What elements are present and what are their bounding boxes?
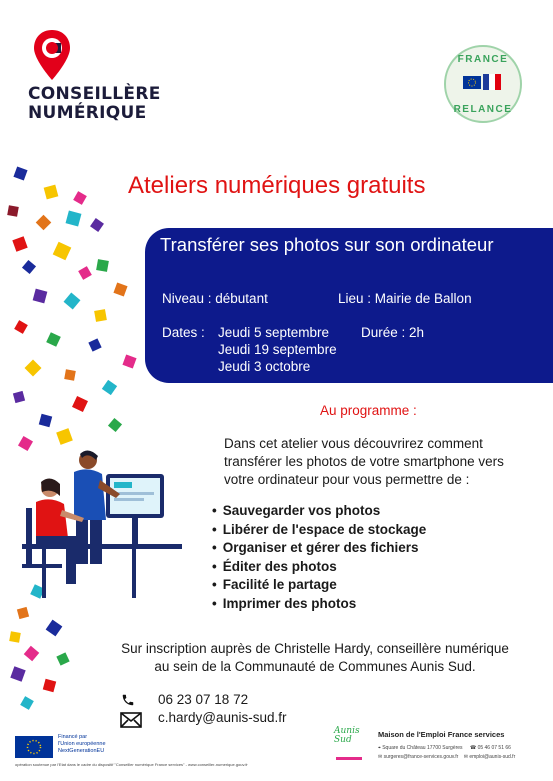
eu-line-1: Financé par bbox=[58, 734, 88, 740]
eu-line-2: l'Union européenne bbox=[58, 741, 106, 747]
page-title: Ateliers numériques gratuits bbox=[128, 172, 426, 199]
eu-logo bbox=[15, 736, 53, 758]
aunis-sud-text: Aunis Sud bbox=[334, 726, 360, 745]
maison-phone-icon: ☎ bbox=[469, 745, 477, 751]
location-text: Lieu : Mairie de Ballon bbox=[338, 291, 472, 306]
logo bbox=[28, 28, 161, 128]
workshop-banner bbox=[145, 228, 553, 383]
maison-mail-icon: ✉ bbox=[378, 754, 383, 760]
inscription-text bbox=[95, 640, 535, 676]
maison-phone: 05 46 07 51 66 bbox=[477, 745, 511, 751]
banner-heading: Transférer ses photos sur son ordinateur bbox=[160, 234, 494, 255]
maison-address: Square du Château 17700 Surgères bbox=[382, 745, 463, 751]
maison-mail-row bbox=[378, 754, 548, 760]
maison-emploi-block bbox=[378, 730, 548, 760]
eu-note: opération soutenue par l'Etat dans le cadre du dispositif "Conseiller numérique France services" - www.conseiller-numerique.gouv.fr bbox=[15, 762, 248, 767]
duration-text: Durée : 2h bbox=[361, 325, 425, 340]
intro-line-3: votre ordinateur pour vous permettre de : bbox=[224, 472, 470, 487]
eu-stars-icon bbox=[15, 736, 53, 758]
dates-label: Dates : bbox=[162, 325, 205, 340]
date-2: Jeudi 19 septembre bbox=[218, 342, 337, 357]
list-item: • Imprimer des photos bbox=[212, 595, 426, 614]
programme-intro bbox=[224, 435, 504, 489]
maison-address-row bbox=[378, 745, 548, 751]
people-at-computer-illustration bbox=[12, 448, 182, 598]
inscription-line-1: Sur inscription auprès de Christelle Hardy, conseillère numérique bbox=[121, 641, 509, 656]
list-item: • Facilité le partage bbox=[212, 576, 426, 595]
logo-line-2: NUMÉRIQUE bbox=[28, 103, 147, 123]
phone-icon bbox=[121, 693, 135, 707]
logo-line-1: CONSEILLÈRE bbox=[28, 84, 161, 104]
maison-mail-icon-2: ✉ bbox=[463, 754, 468, 760]
date-3: Jeudi 3 octobre bbox=[218, 359, 311, 374]
maison-mail-2: emploi@aunis-sud.fr bbox=[469, 754, 516, 760]
eu-text bbox=[58, 734, 106, 755]
badge-top: FRANCE bbox=[457, 54, 509, 65]
date-1: Jeudi 5 septembre bbox=[218, 325, 330, 340]
location-pin-icon bbox=[32, 28, 72, 82]
map-pin-icon: ⌖ bbox=[378, 745, 381, 751]
badge-bottom: RELANCE bbox=[453, 104, 513, 115]
aunis-sud-swoosh bbox=[336, 757, 362, 760]
programme-label: Au programme : bbox=[320, 403, 417, 418]
inscription-line-2: au sein de la Communauté de Communes Aunis Sud. bbox=[154, 659, 476, 674]
list-item: • Libérer de l'espace de stockage bbox=[212, 521, 426, 540]
aunis-sud-logo bbox=[334, 727, 366, 767]
list-item: • Sauvegarder vos photos bbox=[212, 502, 426, 521]
flags-icon bbox=[463, 72, 503, 94]
envelope-icon bbox=[120, 712, 142, 728]
intro-line-2: transférer les photos de votre smartphone vers bbox=[224, 454, 504, 469]
eu-line-3: NextGenerationEU bbox=[58, 748, 105, 754]
programme-list bbox=[212, 502, 426, 613]
level-text: Niveau : débutant bbox=[162, 291, 268, 306]
email-address: c.hardy@aunis-sud.fr bbox=[158, 710, 287, 725]
intro-line-1: Dans cet atelier vous découvrirez comment bbox=[224, 436, 483, 451]
maison-title: Maison de l'Emploi France services bbox=[378, 730, 505, 739]
maison-mail-1: surgeres@france-services.gouv.fr bbox=[383, 754, 459, 760]
list-item: • Organiser et gérer des fichiers bbox=[212, 539, 426, 558]
france-relance-badge bbox=[444, 45, 522, 123]
list-item: • Éditer des photos bbox=[212, 558, 426, 577]
phone-number: 06 23 07 18 72 bbox=[158, 692, 249, 707]
